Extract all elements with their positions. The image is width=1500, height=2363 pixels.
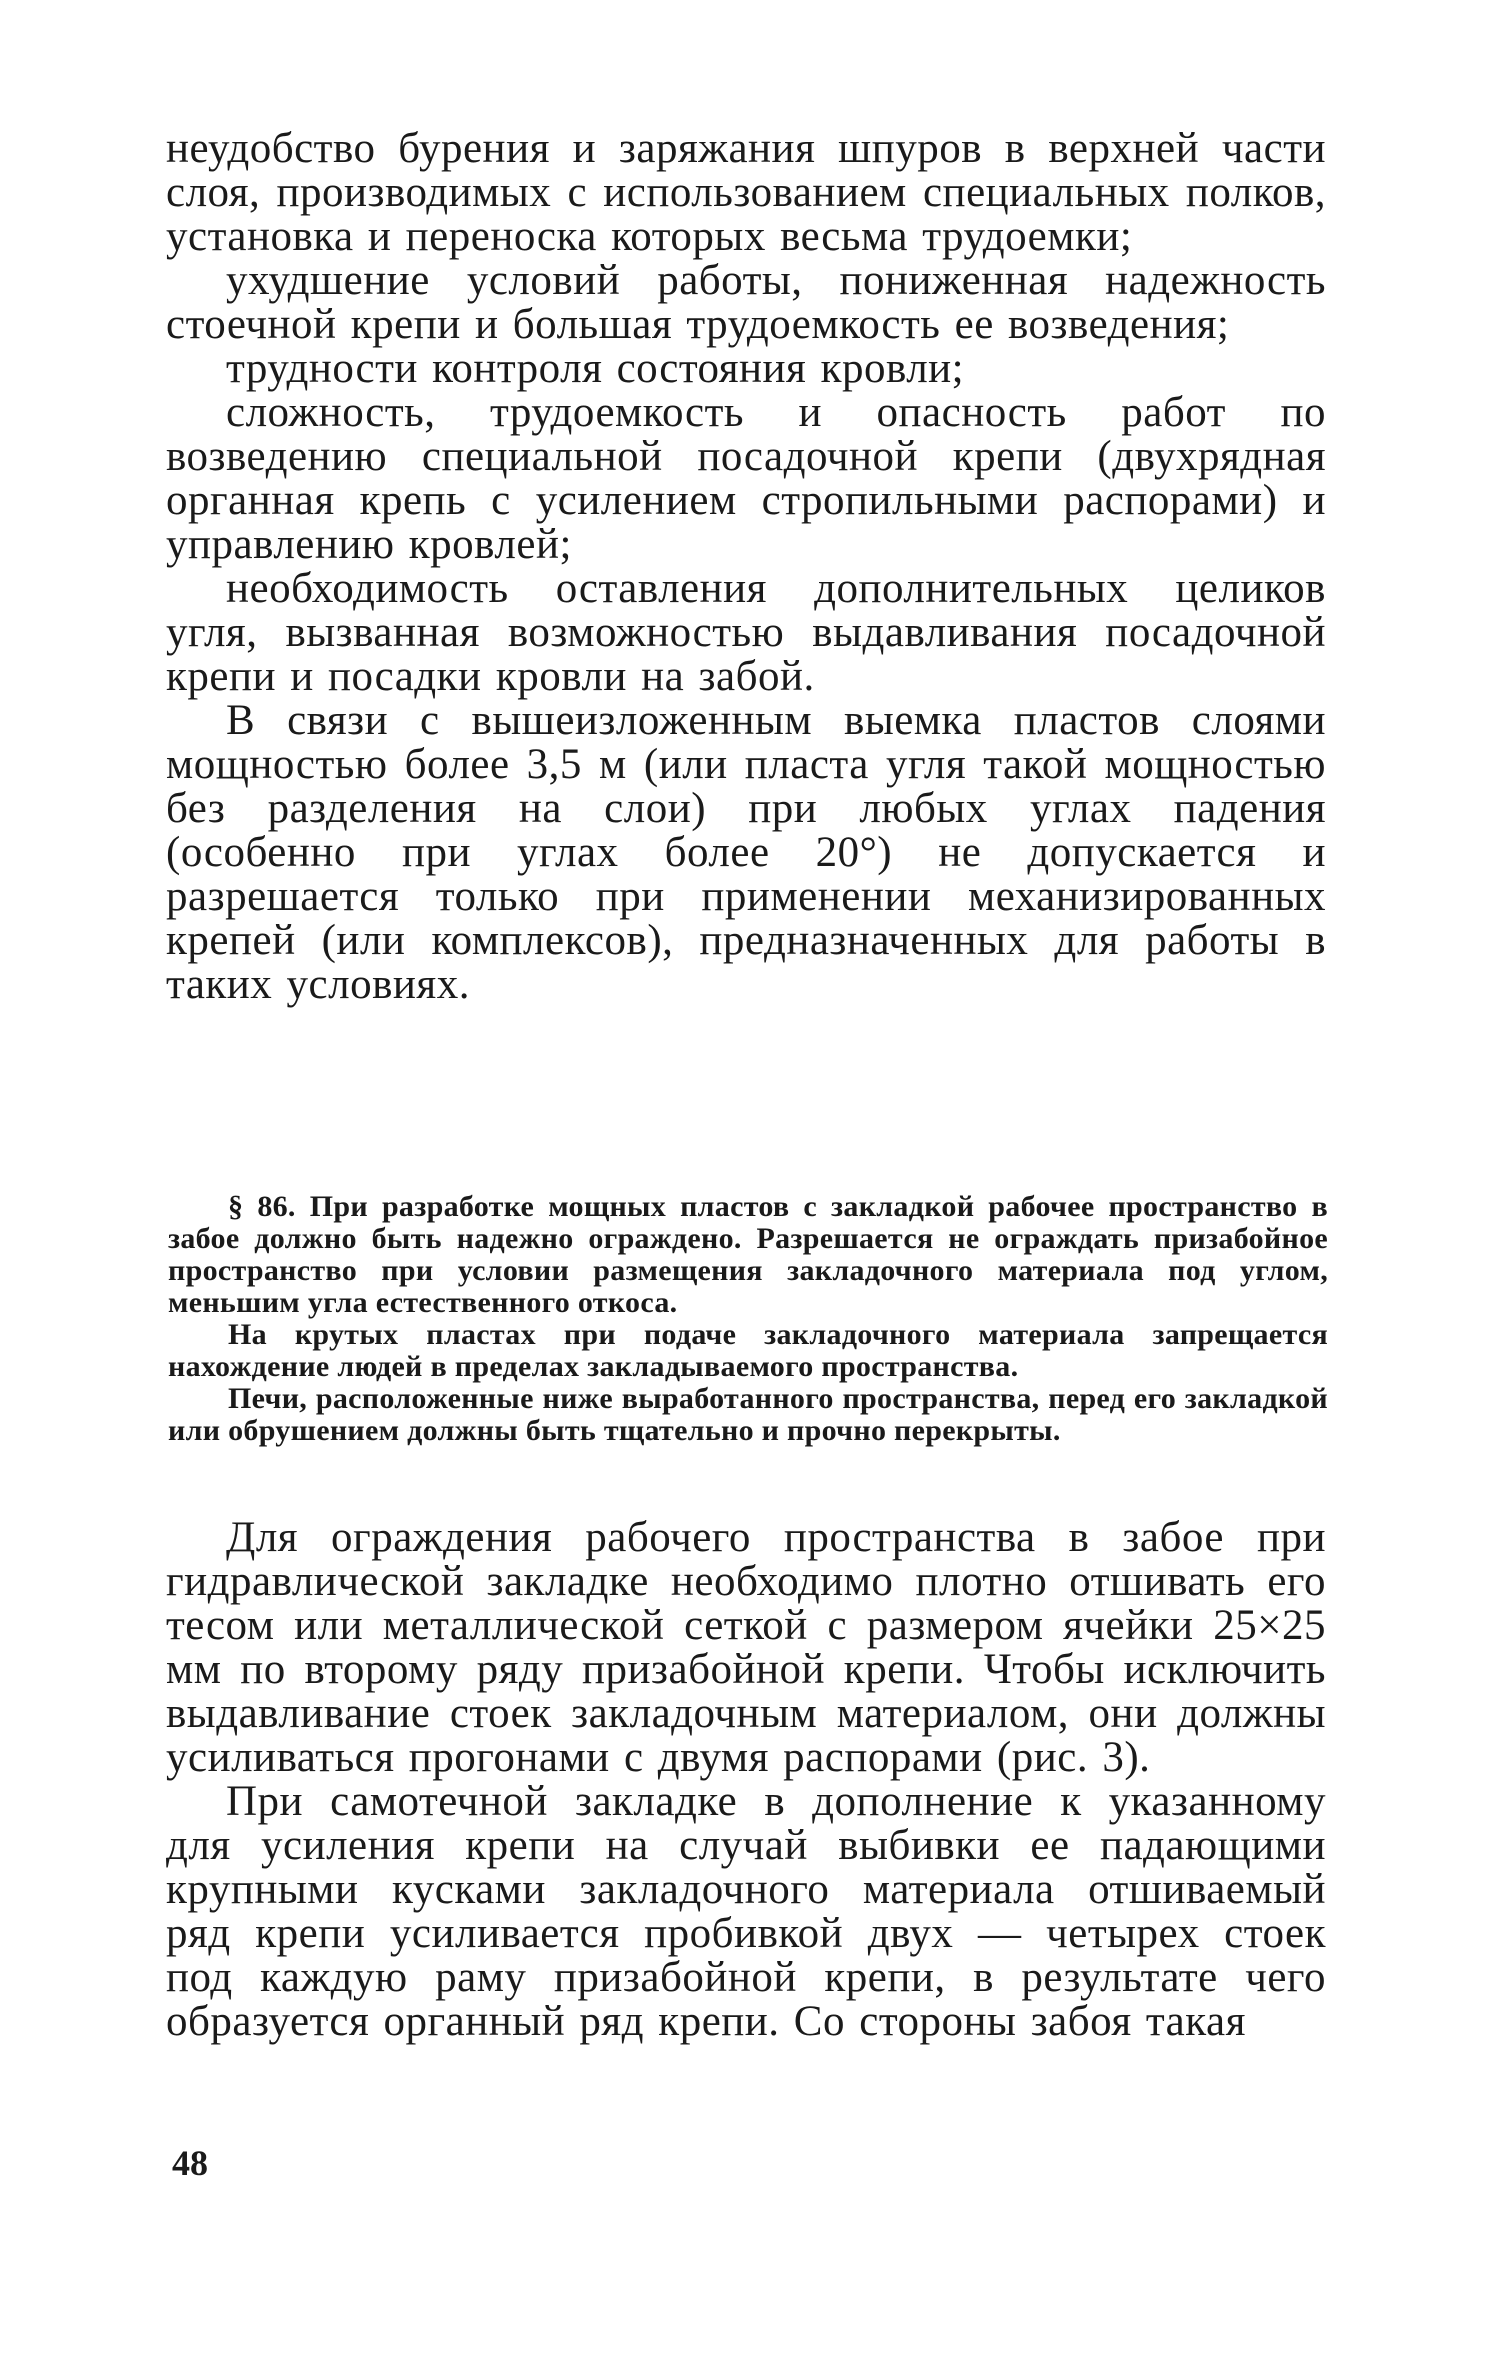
rule-86-paragraph-1: § 86. При разработке мощных пластов с закладкой рабочее пространство в забое должно быть надежно ограждено. Разрешается не ограждать призабойное пространство при условии размещения закладочного материала под углом, меньшим угла естественного откоса.	[168, 1190, 1328, 1319]
rule-86-paragraph-2: На крутых пластах при подаче закладочного материала запрещается нахождение людей в пределах закладываемого пространства.	[168, 1318, 1328, 1383]
paragraph-conclusion: В связи с вышеизложенным выемка пластов слоями мощностью более 3,5 м (или пласта угля такой мощностью без разделения на слои) при любых углах падения (особенно при углах более 20°) не допускается и разрешается только при применении механизированных крепей (или комплексов), предназначенных для работы в таких условиях.	[166, 697, 1326, 1008]
rule-86-block	[168, 1191, 1328, 1447]
paragraph-roof-control: трудности контроля состояния кровли;	[226, 345, 965, 392]
page-number: 48	[172, 2143, 208, 2183]
paragraph-working-conditions: ухудшение условий работы, пониженная надежность стоечной крепи и большая трудоемкость ее возведения;	[166, 257, 1326, 348]
paragraph-coal-pillars: необходимость оставления дополнительных целиков угля, вызванная возможностью выдавливания посадочной крепи и посадки кровли на забой.	[166, 565, 1326, 700]
paragraph-support-complexity: сложность, трудоемкость и опасность работ по возведению специальной посадочной крепи (двухрядная органная крепь с усилением стропильными распорами) и управлению кровлей;	[166, 389, 1326, 568]
body-text-block-1	[166, 127, 1326, 1007]
paragraph-hydraulic-backfill: Для ограждения рабочего пространства в забое при гидравлической закладке необходимо плотно отшивать его тесом или металлической сеткой с размером ячейки 25×25 мм по второму ряду призабойной крепи. Чтобы исключить выдавливание стоек закладочным материалом, они должны усиливаться прогонами с двумя распорами (рис. 3).	[166, 1514, 1326, 1781]
rule-86-paragraph-3: Печи, расположенные ниже выработанного пространства, перед его закладкой или обрушением должны быть тщательно и прочно перекрыты.	[168, 1382, 1328, 1447]
paragraph-drilling-difficulty: неудобство бурения и заряжания шпуров в верхней части слоя, производимых с использованием специальных полков, установка и переноска которых весьма трудоемки;	[166, 125, 1326, 260]
paragraph-gravity-backfill: При самотечной закладке в дополнение к указанному для усиления крепи на случай выбивки ее падающими крупными кусками закладочного материала отшиваемый ряд крепи усиливается пробивкой двух — четырех стоек под каждую раму призабойной крепи, в результате чего образуется органный ряд крепи. Со стороны забоя такая	[166, 1778, 1326, 2045]
body-text-block-2	[166, 1516, 1326, 2044]
